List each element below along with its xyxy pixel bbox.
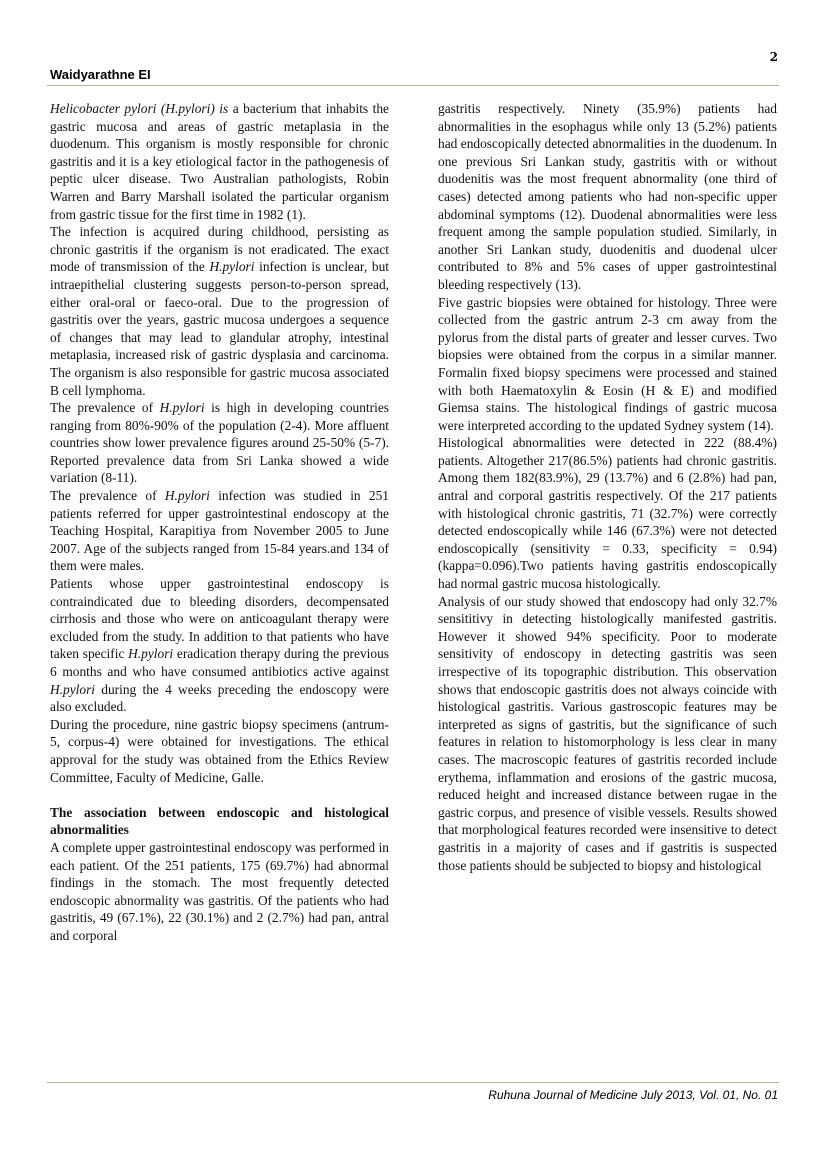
right-column <box>438 100 777 874</box>
section-heading: The association between endoscopic and histological abnormalities <box>50 804 389 838</box>
paragraph-biopsies: Five gastric biopsies were obtained for histology. Three were collected from the gastric antrum 2-3 cm away from the pylorus from the distal parts of greater and lesser curves. Two biopsies were obtained from the corpus in a similar manner. Formalin fixed biopsy specimens were processed and stained with both Haematoxylin & Eosin (H & E) and modified Giemsa stains. The histological findings of gastric mucosa were interpreted according to the updated Sydney system (14). <box>438 294 777 433</box>
paragraph-prevalence: The prevalence of H.pylori is high in developing countries ranging from 80%-90% of the population (2-4). More affluent countries show lower prevalence figures around 25-50% (5-7). Reported prevalence data from Sri Lanka showed a wide variation (8-11). <box>50 400 389 486</box>
footer-journal-citation: Ruhuna Journal of Medicine July 2013, Vol. 01, No. 01 <box>488 1088 778 1102</box>
paragraph-abnormalities: gastritis respectively. Ninety (35.9%) patients had abnormalities in the esophagus while only 13 (5.2%) patients had endoscopically detected abnormalities in the duodenum. In one previous Sri Lankan study, gastritis with or without duodenitis was the most frequent abnormality (one third of cases) detected among patients who had non-specific upper abdominal symptoms (12). Duodenal abnormalities were less frequent among the sample population studied. Similarly, in another Sri Lankan study, duodenitis and duodenal ulcer contributed to 8% and 5% cases of upper gastrointestinal bleeding respectively (13). <box>438 101 777 292</box>
italic-organism-name: Helicobacter pylori (H.pylori) is <box>50 101 229 116</box>
paragraph-endoscopy-results: A complete upper gastrointestinal endoscopy was performed in each patient. Of the 251 patients, 175 (69.7%) had abnormal findings in the stomach. The most frequently detected endoscopic abnormality was gastritis. Of the patients who had gastritis, 49 (67.1%), 22 (30.1%) and 2 (2.7%) had pan, antral and corporal <box>50 839 389 943</box>
footer-rule <box>47 1082 779 1083</box>
paragraph-analysis: Analysis of our study showed that endoscopy had only 32.7% sensititivy in detecting histologically manifested gastritis. However it showed 94% specificity. Poor to moderate sensitivity of endoscopy in detecting gastritis was seen irrespective of its topographic distribution. This observation shows that endoscopic gastritis does not always coincide with histological gastritis. Various gastroscopic features may be interpreted as signs of gastritis, but the significance of such features in relation to histomorphology is less clear in many cases. The macroscopic features of gastritis recorded include erythema, inflammation and erosions of the gastric mucosa, reduced height and increased distance between rugae in the gastric corpus, and presence of visible vessels. Results showed that morphological features recorded were insensitive to detect gastritis in a majority of cases and if gastritis is suspected those patients should be subjected to biopsy and histological <box>438 593 777 873</box>
paragraph-transmission: The infection is acquired during childhood, persisting as chronic gastritis if the organism is not eradicated. The exact mode of transmission of the H.pylori infection is unclear, but intraepithelial clustering suggests person-to-person spread, either oral-oral or faeco-oral. Due to the progression of gastritis over the years, gastric mucosa undergoes a sequence of changes that may lead to glandular atrophy, intestinal metaplasia, increased risk of gastric dysplasia and carcinoma. The organism is also responsible for gastric mucosa associated B cell lymphoma. <box>50 224 389 398</box>
paragraph-exclusion: Patients whose upper gastrointestinal endoscopy is contraindicated due to bleeding disorders, decompensated cirrhosis and those who were on anticoagulant therapy were excluded from the study. In addition to that patients who have taken specific H.pylori eradication therapy during the previous 6 months and who have consumed antibiotics active against H.pylori during the 4 weeks preceding the endoscopy were also excluded. <box>50 576 389 715</box>
paragraph-procedure: During the procedure, nine gastric biopsy specimens (antrum-5, corpus-4) were obtained for investigations. The ethical approval for the study was obtained from the Ethics Review Committee, Faculty of Medicine, Galle. <box>50 716 389 785</box>
header-rule <box>47 85 779 86</box>
paragraph-histology: Histological abnormalities were detected in 222 (88.4%) patients. Altogether 217(86.5%) patients had chronic gastritis. Among them 182(83.9%), 29 (13.7%) and 6 (2.8%) had pan, antral and corporal gastritis respectively. Of the 217 patients with histological chronic gastritis, 71 (32.7%) were correctly detected endoscopically while 146 (67.3%) were not detected endoscopically (sensitivity = 0.33, specificity = 0.94) (kappa=0.096).Two patients having gastritis endoscopically had normal gastric mucosa histologically. <box>438 435 777 592</box>
paragraph-intro: Helicobacter pylori (H.pylori) is a bacterium that inhabits the gastric mucosa and areas of gastric metaplasia in the duodenum. This organism is mostly responsible for chronic gastritis and it is a key etiological factor in the pathogenesis of peptic ulcer disease. Two Australian pathologists, Robin Warren and Barry Marshall isolated the particular organism from gastric tissue for the first time in 1982 (1). <box>50 101 389 222</box>
page-number: 2 <box>769 50 778 64</box>
left-column <box>50 100 389 945</box>
paragraph-study: The prevalence of H.pylori infection was studied in 251 patients referred for upper gastrointestinal endoscopy at the Teaching Hospital, Karapitiya from November 2005 to June 2007. Age of the subjects ranged from 15-84 years.and 134 of them were males. <box>50 488 390 574</box>
running-head-author: Waidyarathne EI <box>50 67 151 82</box>
